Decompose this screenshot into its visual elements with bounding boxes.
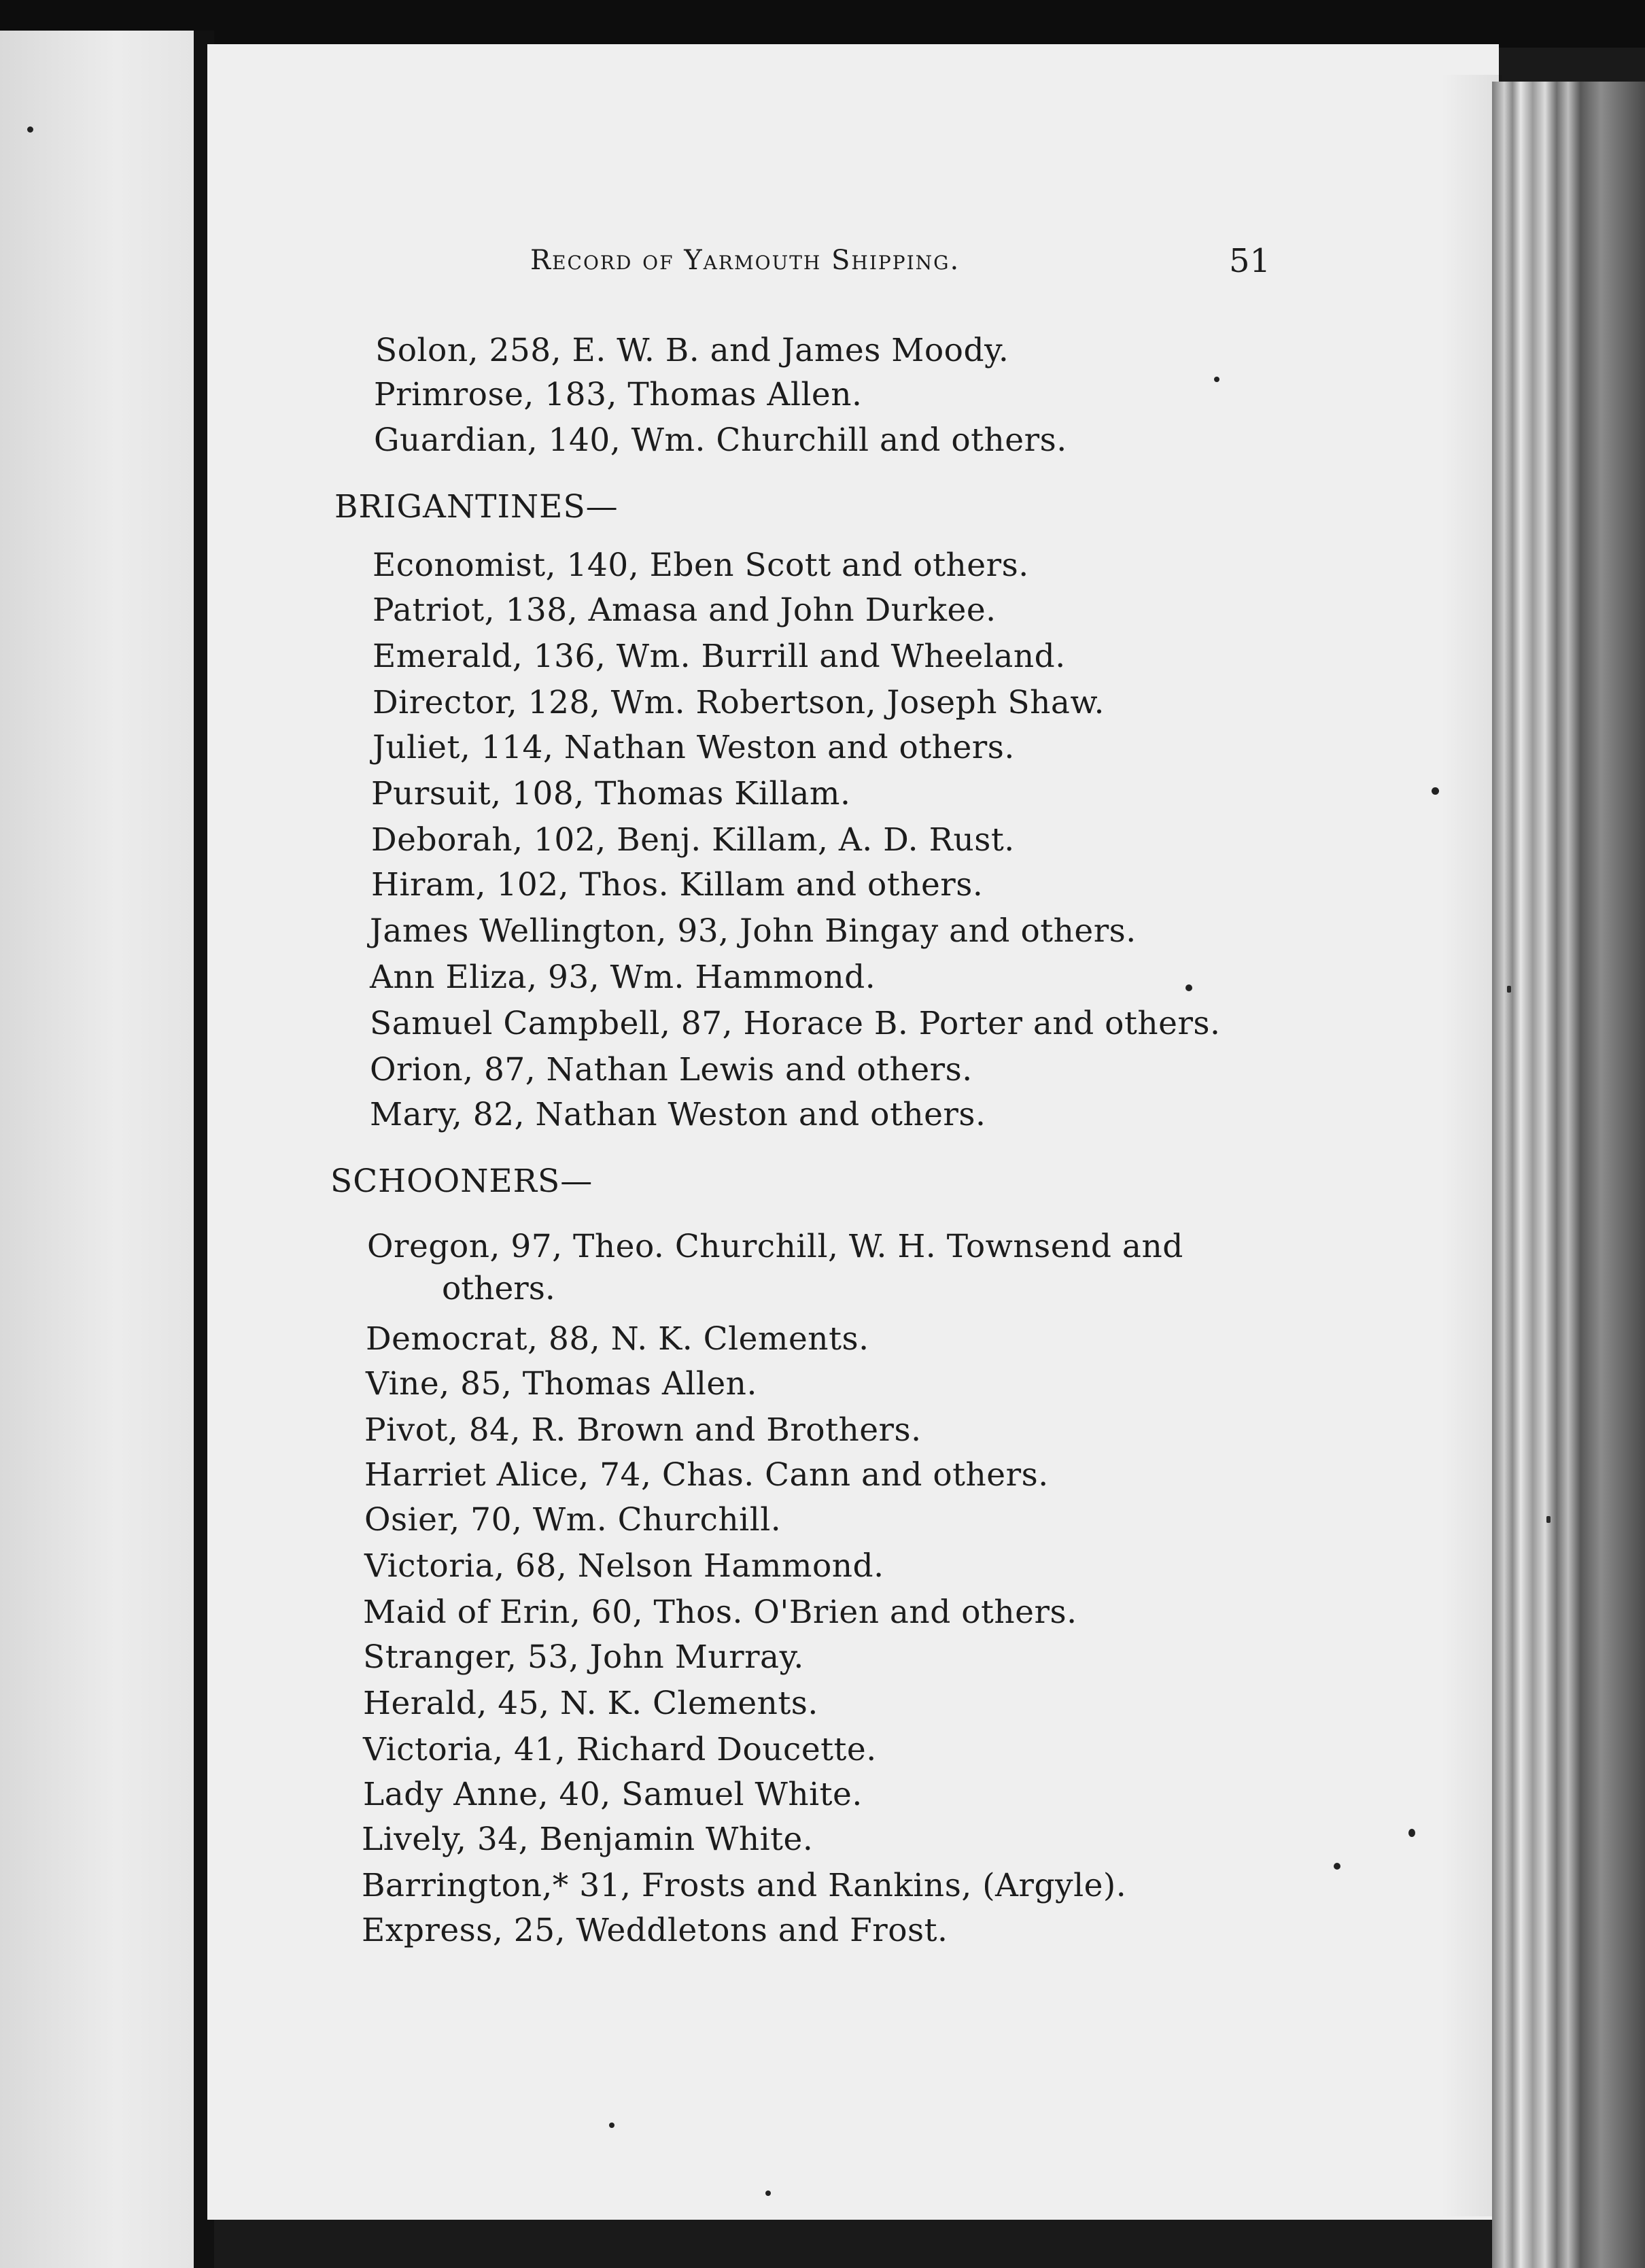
scan-speck — [27, 126, 33, 133]
ship-entry: Samuel Campbell, 87, Horace B. Porter and others. — [370, 1005, 1221, 1042]
scan-speck — [1432, 787, 1439, 795]
section-heading-schooners: SCHOONERS— — [330, 1163, 593, 1200]
ship-entry: Express, 25, Weddletons and Frost. — [362, 1912, 948, 1949]
running-head-title: Record of Yarmouth Shipping. — [530, 245, 960, 276]
ship-entry: Maid of Erin, 60, Thos. O'Brien and others. — [363, 1594, 1077, 1631]
ship-entry: Emerald, 136, Wm. Burrill and Wheeland. — [373, 638, 1066, 675]
ship-entry: Hiram, 102, Thos. Killam and others. — [371, 866, 984, 904]
ship-entry: Victoria, 41, Richard Doucette. — [363, 1731, 877, 1768]
page-edges — [1492, 82, 1645, 2268]
ship-entry: Primrose, 183, Thomas Allen. — [374, 376, 863, 413]
ship-entry: Mary, 82, Nathan Weston and others. — [370, 1096, 986, 1133]
ship-entry: Vine, 85, Thomas Allen. — [366, 1365, 757, 1403]
ship-entry: Juliet, 114, Nathan Weston and others. — [373, 729, 1015, 766]
page-number: 51 — [1229, 242, 1271, 280]
ship-entry: Barrington,* 31, Frosts and Rankins, (Argyle). — [362, 1867, 1127, 1904]
ship-entry: Director, 128, Wm. Robertson, Joseph Shaw. — [373, 684, 1105, 721]
ship-entry: Ann Eliza, 93, Wm. Hammond. — [370, 959, 876, 996]
ship-entry: Guardian, 140, Wm. Churchill and others. — [374, 422, 1067, 459]
section-heading-brigantines: BRIGANTINES— — [334, 488, 619, 526]
ship-entry: Democrat, 88, N. K. Clements. — [366, 1320, 869, 1358]
scan-speck — [1334, 1863, 1340, 1870]
ship-entry: Deborah, 102, Benj. Killam, A. D. Rust. — [371, 821, 1015, 859]
ship-entry: Orion, 87, Nathan Lewis and others. — [370, 1051, 973, 1088]
scan-speck — [609, 2123, 614, 2128]
ship-entry: Lady Anne, 40, Samuel White. — [363, 1776, 863, 1813]
ship-entry: Economist, 140, Eben Scott and others. — [373, 547, 1029, 584]
ship-entry: Pivot, 84, R. Brown and Brothers. — [364, 1411, 922, 1449]
scan-speck — [1408, 1829, 1415, 1837]
ship-entry: James Wellington, 93, John Bingay and others. — [370, 912, 1137, 950]
ship-entry: Harriet Alice, 74, Chas. Cann and others. — [364, 1456, 1049, 1494]
scan-speck — [765, 2190, 771, 2196]
ship-entry-continuation: others. — [442, 1270, 555, 1307]
scan-top-border — [0, 0, 1645, 48]
ship-entry: Pursuit, 108, Thomas Killam. — [371, 775, 851, 812]
ship-entry: Solon, 258, E. W. B. and James Moody. — [375, 332, 1009, 369]
edge-speck — [1507, 986, 1511, 993]
facing-page — [0, 31, 194, 2268]
ship-entry: Victoria, 68, Nelson Hammond. — [364, 1547, 884, 1585]
edge-speck — [1546, 1516, 1551, 1523]
ship-entry: Herald, 45, N. K. Clements. — [363, 1685, 818, 1722]
ship-entry: Patriot, 138, Amasa and John Durkee. — [373, 591, 997, 629]
scan-speck — [1185, 984, 1192, 991]
ship-entry: Oregon, 97, Theo. Churchill, W. H. Townsend and — [367, 1228, 1183, 1265]
ship-entry: Lively, 34, Benjamin White. — [362, 1821, 814, 1858]
scan-speck — [1214, 377, 1219, 382]
ship-entry: Stranger, 53, John Murray. — [363, 1638, 804, 1676]
ship-entry: Osier, 70, Wm. Churchill. — [364, 1501, 782, 1539]
